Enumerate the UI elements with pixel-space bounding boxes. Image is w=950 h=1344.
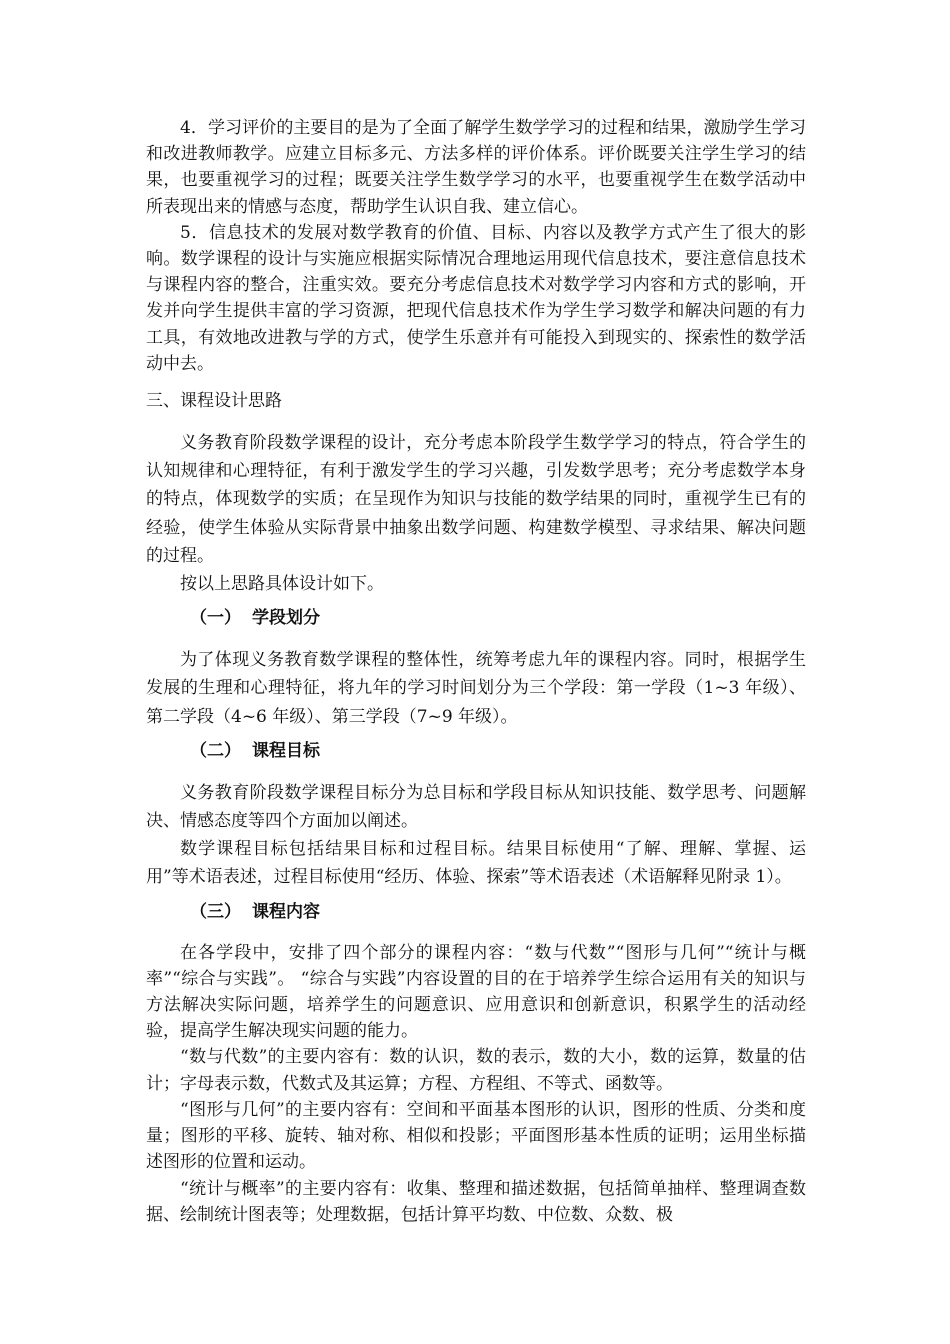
paragraph-design-intro: 按以上思路具体设计如下。 [180,574,384,595]
paragraph-stages: 为了体现义务教育数学课程的整体性，统筹考虑九年的课程内容。同时，根据学生发展的生理和心理特征，将九年的学习时间划分为三个学段：第一学段（1~3 年级）、第二学段（4~6 年级）、第三学段（7~9 年级）。 [146,650,806,727]
subsection-title: 课程内容 [252,901,320,922]
section-heading-design-ideas: 三、课程设计思路 [146,391,282,412]
document-body [146,115,806,1228]
paragraph-design-overview: 义务教育阶段数学课程的设计，充分考虑本阶段学生数学学习的特点，符合学生的认知规律和心理特征，有利于激发学生的学习兴趣，引发数学思考；充分考虑数学本身的特点，体现数学的实质；在呈现作为知识与技能的数学结果的同时，重视学生已有的经验，使学生体验从实际背景中抽象出数学问题、构建数学模型、寻求结果、解决问题的过程。 [146,433,806,566]
subsection-title: 学段划分 [252,608,320,629]
subsection-number: （一） [190,608,241,629]
paragraph-goals-types: 数学课程目标包括结果目标和过程目标。结果目标使用“了解、理解、掌握、运用”等术语表述，过程目标使用“经历、体验、探索”等术语表述（术语解释见附录 1）。 [146,839,806,888]
paragraph-content-overview: 在各学段中，安排了四个部分的课程内容：“数与代数”“图形与几何”“统计与概率”“综合与实践”。 “综合与实践”内容设置的目的在于培养学生综合运用有关的知识与方法解决实际问题，培养学生的问题意识、应用意识和创新意识，积累学生的活动经验，提高学生解决现实问题的能力。 [146,942,806,1042]
paragraph-number-algebra: “数与代数”的主要内容有：数的认识，数的表示，数的大小，数的运算，数量的估计；字母表示数，代数式及其运算；方程、方程组、不等式、函数等。 [146,1047,806,1094]
subsection-heading-content [146,898,806,926]
paragraph-goals-overview: 义务教育阶段数学课程目标分为总目标和学段目标从知识技能、数学思考、问题解决、情感态度等四个方面加以阐述。 [146,782,806,832]
subsection-number: （三） [190,901,241,922]
paragraph-item-5: 5．信息技术的发展对数学教育的价值、目标、内容以及教学方式产生了很大的影响。数学课程的设计与实施应根据实际情况合理地运用现代信息技术，要注意信息技术与课程内容的整合，注重实效。要充分考虑信息技术对数学学习内容和方式的影响，开发并向学生提供丰富的学习资源，把现代信息技术作为学生学习数学和解决问题的有力工具，有效地改进教与学的方式，使学生乐意并有可能投入到现实的、探索性的数学活动中去。 [146,222,806,374]
paragraph-geometry: “图形与几何”的主要内容有：空间和平面基本图形的认识，图形的性质、分类和度量；图形的平移、旋转、轴对称、相似和投影；平面图形基本性质的证明；运用坐标描述图形的位置和运动。 [146,1099,806,1173]
subsection-heading-goals [146,737,806,765]
paragraph-statistics: “统计与概率”的主要内容有：收集、整理和描述数据，包括简单抽样、整理调查数据、绘制统计图表等；处理数据，包括计算平均数、中位数、众数、极 [146,1178,806,1225]
paragraph-item-4: 4．学习评价的主要目的是为了全面了解学生数学学习的过程和结果，激励学生学习和改进教师教学。应建立目标多元、方法多样的评价体系。评价既要关注学生学习的结果，也要重视学习的过程；既要关注学生数学学习的水平，也要重视学生在数学活动中所表现出来的情感与态度，帮助学生认识自我、建立信心。 [146,118,806,217]
subsection-number: （二） [190,740,241,761]
subsection-title: 课程目标 [252,740,320,761]
subsection-heading-stages [146,604,806,632]
